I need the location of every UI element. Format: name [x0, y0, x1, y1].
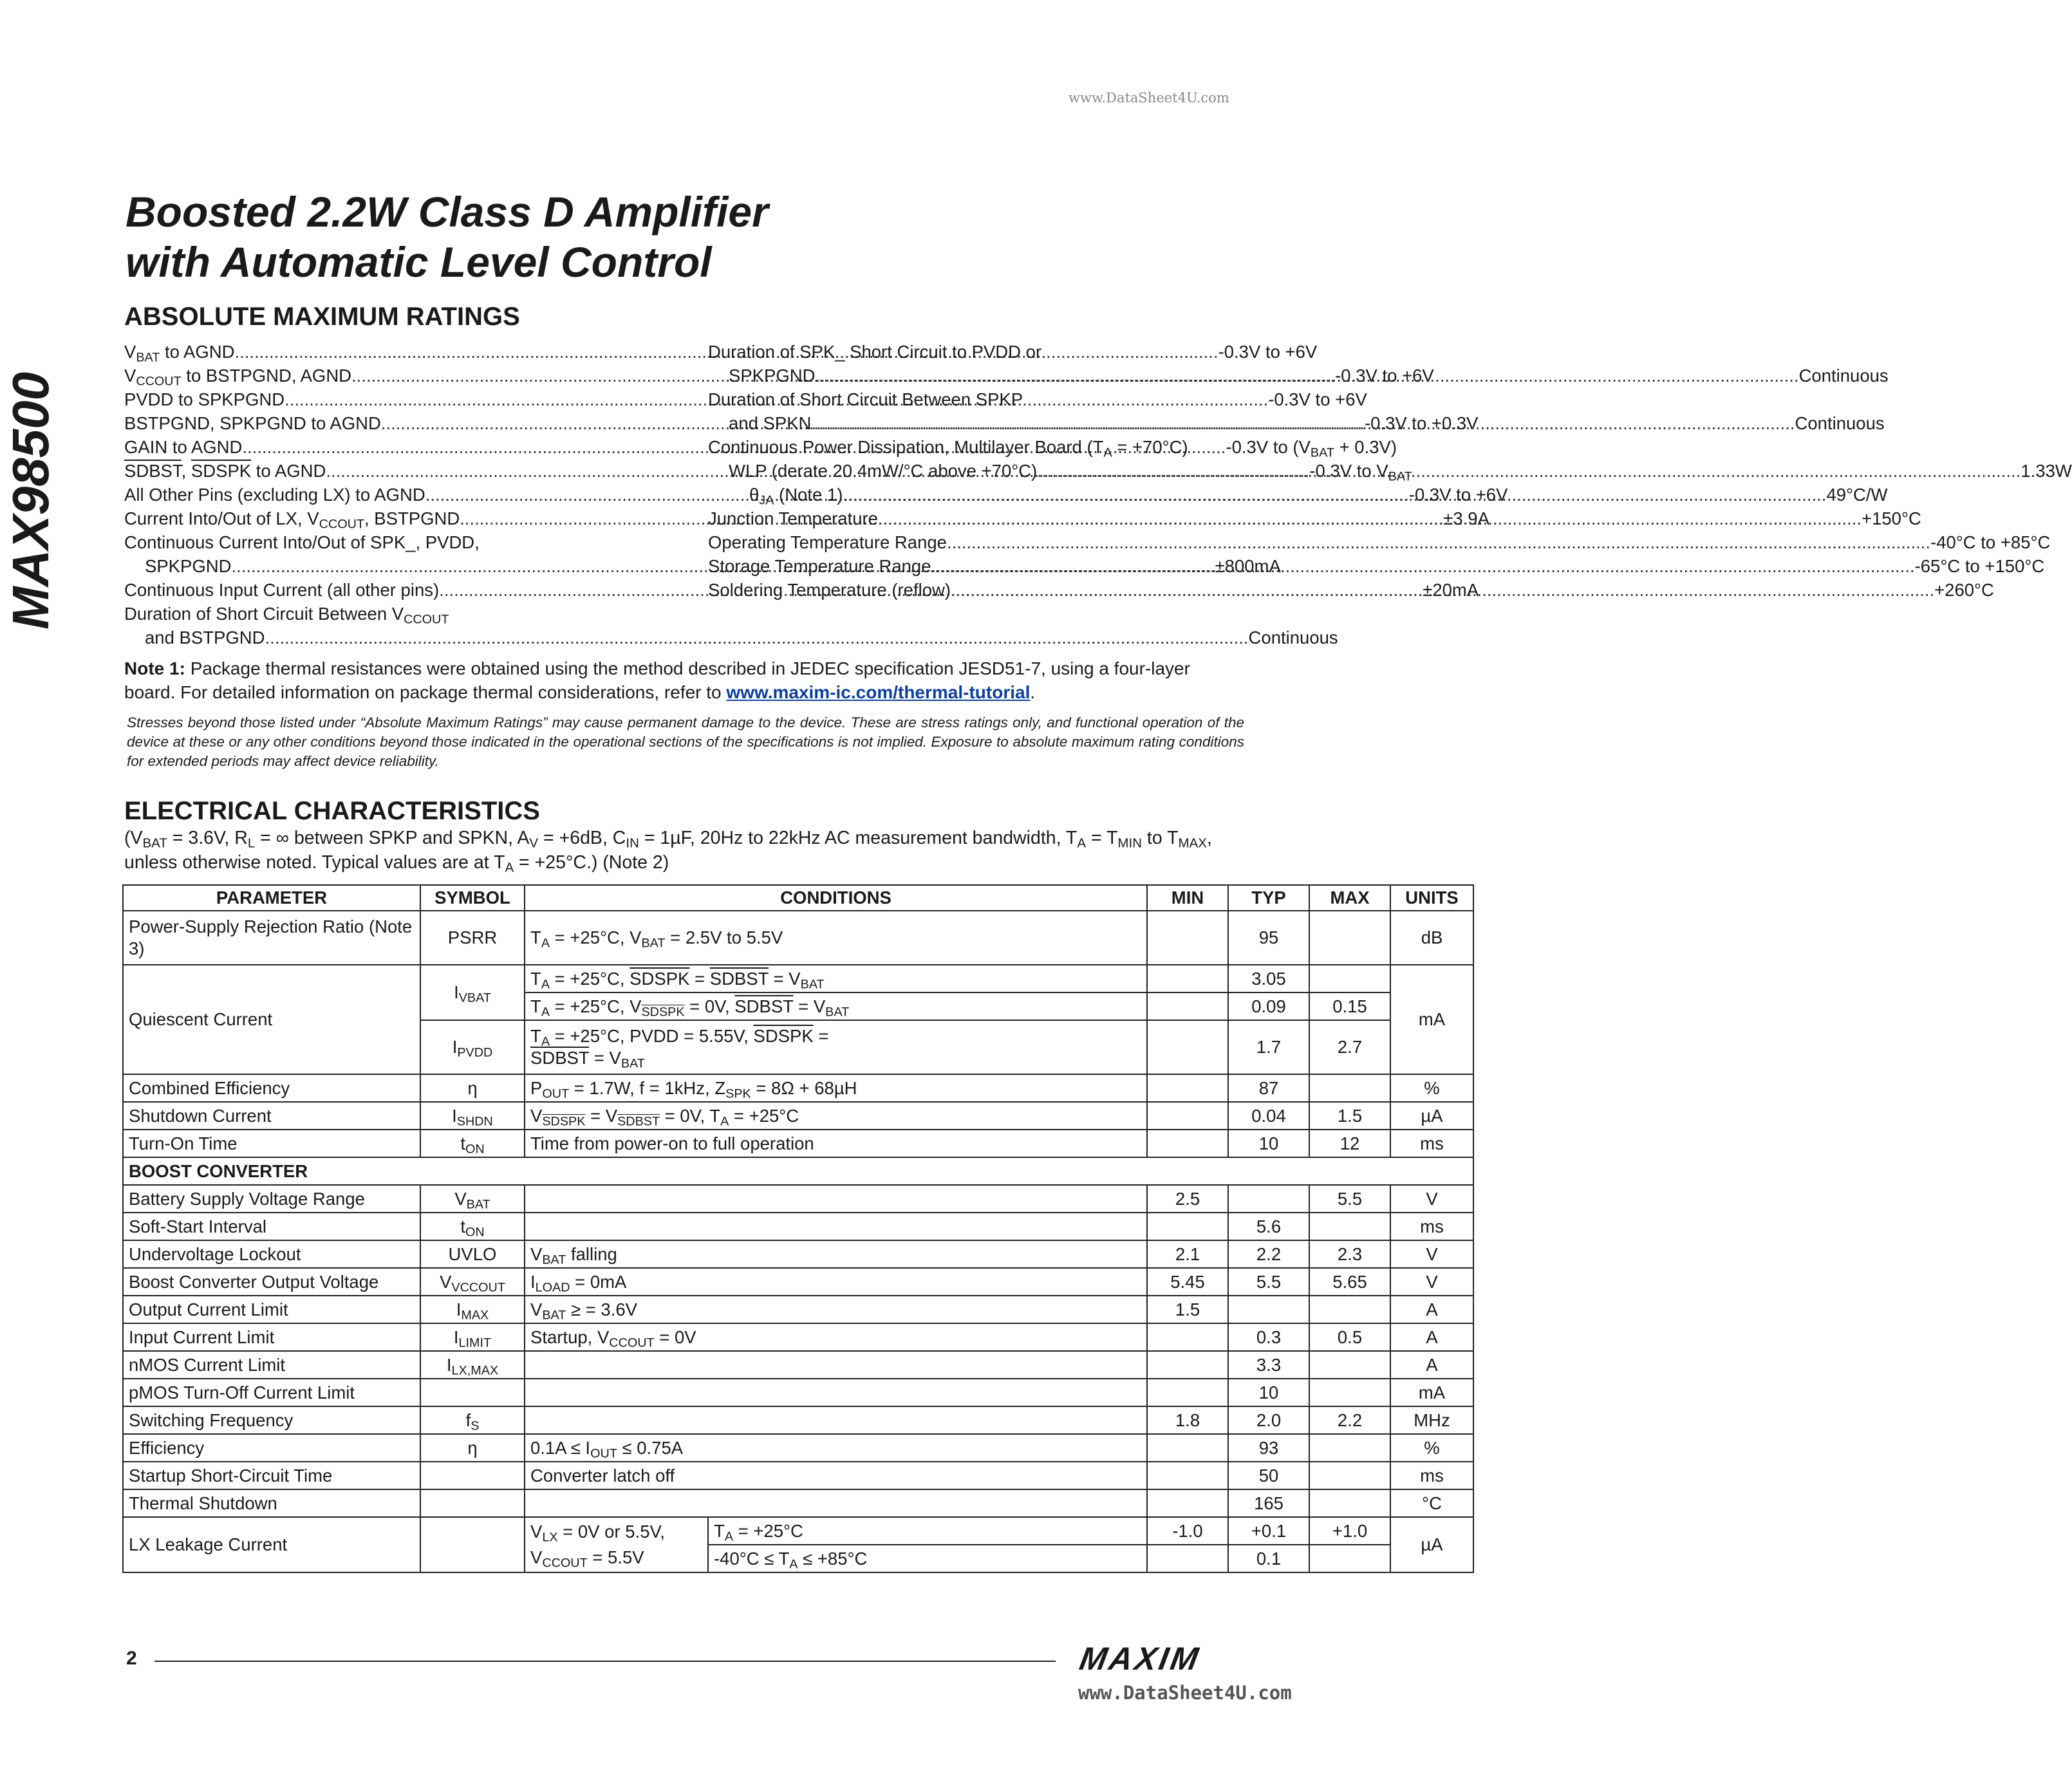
- cell-max: [1309, 1545, 1390, 1572]
- rating-storage: Storage Temperature Range ..... -65°C to +150°C: [708, 554, 1244, 578]
- cell-symbol: [420, 1462, 525, 1489]
- rating-spkp-short-label: Duration of Short Circuit Between SPKP: [708, 389, 1023, 409]
- cell-param: Output Current Limit: [123, 1296, 420, 1323]
- cell-units: mA: [1390, 1379, 1473, 1406]
- table-row: [123, 1406, 1473, 1434]
- cell-max: 2.2: [1309, 1406, 1390, 1434]
- cell-conditions: Startup, $V_{CCOUT} = 0V$: [525, 1323, 1147, 1351]
- cell-units: ms: [1390, 1213, 1473, 1240]
- cell-typ: 50: [1228, 1462, 1309, 1489]
- cell-units: V: [1390, 1185, 1473, 1213]
- cell-min: [1147, 911, 1228, 965]
- cell-max: 1.5: [1309, 1102, 1390, 1130]
- cell-max: [1309, 911, 1390, 965]
- ec-table: [122, 884, 1474, 1573]
- cell-min: [1147, 1074, 1228, 1102]
- rating-theta-ja: $\theta_{JA}$ (Note 1) ..... 49°C/W: [708, 483, 1244, 507]
- cell-param: LX Leakage Current: [123, 1517, 420, 1572]
- cell-conditions: $V_{BAT}$ falling: [525, 1240, 1147, 1268]
- cell-units: %: [1390, 1434, 1473, 1462]
- cell-max: [1309, 1379, 1390, 1406]
- cell-units: V: [1390, 1240, 1473, 1268]
- cell-min: 2.5: [1147, 1185, 1228, 1213]
- note-1-label: Note 1:: [124, 658, 185, 678]
- cell-symbol: η: [420, 1074, 525, 1102]
- cell-max: [1309, 1434, 1390, 1462]
- header-max: MAX: [1309, 885, 1390, 911]
- table-row: [123, 1379, 1473, 1406]
- cell-min: [1147, 965, 1228, 992]
- cell-param: Input Current Limit: [123, 1323, 420, 1351]
- cell-symbol: $V_{BAT}$: [420, 1185, 525, 1213]
- cell-min: [1147, 1213, 1228, 1240]
- cell-symbol: $I_{SHDN}$: [420, 1102, 525, 1130]
- cell-max: +1.0: [1309, 1517, 1390, 1545]
- rating-gain-agnd: GAIN to AGND ..... -0.3V to $(V_{BAT} + 0.3V)$: [124, 435, 662, 459]
- cell-symbol: [420, 1517, 525, 1572]
- cell-symbol: PSRR: [420, 911, 525, 965]
- cell-typ: 0.04: [1228, 1102, 1309, 1130]
- cell-min: 2.1: [1147, 1240, 1228, 1268]
- cell-param: Combined Efficiency: [123, 1074, 420, 1102]
- cell-typ: 0.09: [1228, 992, 1309, 1020]
- cell-param: Quiescent Current: [123, 965, 420, 1074]
- page-title: [126, 187, 769, 287]
- cell-min: 1.8: [1147, 1406, 1228, 1434]
- cell-min: [1147, 1545, 1228, 1572]
- page-number: 2: [126, 1648, 137, 1669]
- cell-max: 2.7: [1309, 1020, 1390, 1074]
- header-parameter: PARAMETER: [123, 885, 420, 911]
- cell-max: 5.5: [1309, 1185, 1390, 1213]
- cell-conditions: $V_{SDSPK} = V_{SDBST} = 0V$, $T_A = +25^\circ C$: [525, 1102, 1147, 1130]
- cell-max: [1309, 965, 1390, 992]
- cell-subcondition: $-40^\circ C \le T_A \le +85^\circ C$: [708, 1545, 1147, 1572]
- cell-typ: 0.1: [1228, 1545, 1309, 1572]
- rating-vccout-bstpgnd: $V_{CCOUT}$ to BSTPGND, AGND ..... -0.3V to +6V: [124, 364, 662, 387]
- cell-typ: 10: [1228, 1130, 1309, 1157]
- table-row: [123, 1462, 1473, 1489]
- cell-conditions: $T_A = +25^\circ C$, $V_{SDSPK} = 0V$, SDBST = $V_{BAT}$: [525, 992, 1147, 1020]
- cell-typ: 5.5: [1228, 1268, 1309, 1296]
- cell-conditions: $T_A = +25^\circ C$, $V_{BAT} = 2.5V$ to 5.5V: [525, 911, 1147, 965]
- table-row: [123, 1517, 1473, 1545]
- cell-param: Switching Frequency: [123, 1406, 420, 1434]
- table-row: [123, 1489, 1473, 1517]
- cell-typ: 10: [1228, 1379, 1309, 1406]
- cell-typ: 1.7: [1228, 1020, 1309, 1074]
- cell-min: [1147, 1130, 1228, 1157]
- amr-heading: ABSOLUTE MAXIMUM RATINGS: [124, 303, 520, 331]
- rating-solder: Soldering Temperature (reflow) ..... +260°C: [708, 578, 1244, 602]
- cell-param: Undervoltage Lockout: [123, 1240, 420, 1268]
- table-row: [123, 1296, 1473, 1323]
- cell-units: A: [1390, 1296, 1473, 1323]
- cell-param: pMOS Turn-Off Current Limit: [123, 1379, 420, 1406]
- cell-param: Startup Short-Circuit Time: [123, 1462, 420, 1489]
- cell-units: ms: [1390, 1130, 1473, 1157]
- rating-vbat-agnd: $V_{BAT}$ to AGND ..... -0.3V to +6V: [124, 340, 662, 364]
- cell-min: [1147, 992, 1228, 1020]
- cell-typ: 2.0: [1228, 1406, 1309, 1434]
- cell-conditions: $V_{LX} = 0V$ or 5.5V, $V_{CCOUT} = 5.5V$: [525, 1517, 708, 1572]
- table-row: [123, 1268, 1473, 1296]
- table-row: [123, 1323, 1473, 1351]
- cell-symbol: $t_{ON}$: [420, 1130, 525, 1157]
- table-row: [123, 1130, 1473, 1157]
- cell-typ: [1228, 1296, 1309, 1323]
- table-row: [123, 965, 1473, 992]
- cell-units: MHz: [1390, 1406, 1473, 1434]
- rating-junction: Junction Temperature ..... +150°C: [708, 507, 1244, 530]
- stress-disclaimer: Stresses beyond those listed under “Absolute Maximum Ratings” may cause permanent damage to the device. These are stress ratings only, and functional operation of the device at these or any other conditions beyond those indicated in the operational sections of the specifications is not implied. Exposure to absolute maximum rating conditions for extended periods may affect device reliability.: [127, 714, 1244, 769]
- cell-conditions: [525, 1213, 1147, 1240]
- title-line-1: Boosted 2.2W Class D Amplifier: [126, 188, 769, 236]
- rating-pvdd-spkpgnd: PVDD to SPKPGND ..... -0.3V to +6V: [124, 387, 662, 411]
- section-row: [123, 1157, 1473, 1185]
- rating-bstpgnd-agnd: BSTPGND, SPKPGND to AGND ..... -0.3V to +0.3V: [124, 411, 662, 435]
- cell-min: 1.5: [1147, 1296, 1228, 1323]
- rating-cont-spk: SPKPGND ..... ±800mA: [124, 554, 662, 578]
- rating-current-lx: Current Into/Out of LX, $V_{CCOUT}$, BSTPGND ..... ±3.9A: [124, 507, 662, 530]
- cell-min: 5.45: [1147, 1268, 1228, 1296]
- watermark-top: www.DataSheet4U.com: [1069, 90, 1229, 106]
- rating-wlp: WLP (derate 20.4mW/°C above +70°C) ..... 1.33W: [708, 459, 1244, 483]
- cell-conditions: $I_{LOAD} = 0mA$: [525, 1268, 1147, 1296]
- cell-typ: 165: [1228, 1489, 1309, 1517]
- rating-sdbst-agnd: SDBST, SDSPK to AGND ..... -0.3V to $V_{BAT}$: [124, 459, 662, 483]
- cell-symbol: $I_{PVDD}$: [420, 1020, 525, 1074]
- maxim-logo: MAXIM: [1077, 1641, 1204, 1677]
- cell-min: -1.0: [1147, 1517, 1228, 1545]
- cell-conditions: [525, 1406, 1147, 1434]
- cell-units: °C: [1390, 1489, 1473, 1517]
- cell-max: [1309, 1213, 1390, 1240]
- cell-min: [1147, 1462, 1228, 1489]
- footer-rule: [154, 1661, 1056, 1662]
- note-1: Note 1: Package thermal resistances were obtained using the method described in JEDEC specification JESD51-7, using a four-layer board. For detailed information on package thermal considerations, refer to www.maxim-ic.com/thermal-tutorial.: [124, 658, 1190, 702]
- header-conditions: CONDITIONS: [525, 885, 1147, 911]
- cell-conditions: $T_A = +25^\circ C$, SDSPK = SDBST = $V_{BAT}$: [525, 965, 1147, 992]
- cell-symbol: $I_{VBAT}$: [420, 965, 525, 1020]
- cell-typ: 0.3: [1228, 1323, 1309, 1351]
- cell-units: µA: [1390, 1517, 1473, 1572]
- cell-symbol: $f_S$: [420, 1406, 525, 1434]
- rating-cont-input: Continuous Input Current (all other pins) ..... ±20mA: [124, 578, 662, 602]
- rating-op-temp: Operating Temperature Range ..... -40°C to +85°C: [708, 530, 1244, 554]
- cell-conditions: [525, 1351, 1147, 1379]
- ec-conditions: ($V_{BAT} = 3.6V$, $R_L$ = ∞ between SPKP and SPKN, $A_V = +6dB$, $C_{IN} = 1\mu F$, 20Hz to 22kHz AC measurement bandwidth, $T_A = T_{MIN}$ to $T_{MAX}$, unless otherwise noted. Typical values are at $T_A = +25^\circ C$.) (Note 2): [124, 828, 1212, 875]
- rating-power-dissipation-label: Continuous Power Dissipation, Multilayer Board $(T_A = +70^\circ C)$: [708, 437, 1188, 460]
- cell-conditions: $V_{BAT}$ ≥ = 3.6V: [525, 1296, 1147, 1323]
- side-part-number: MAX98500: [2, 371, 59, 630]
- cell-max: [1309, 1296, 1390, 1323]
- cell-conditions: Time from power-on to full operation: [525, 1130, 1147, 1157]
- cell-typ: 2.2: [1228, 1240, 1309, 1268]
- cell-units: µA: [1390, 1102, 1473, 1130]
- table-header-row: [123, 885, 1473, 911]
- cell-symbol: $I_{LIMIT}$: [420, 1323, 525, 1351]
- table-row: [123, 1074, 1473, 1102]
- rating-spk-short-label: Duration of SPK_ Short Circuit to PVDD or: [708, 342, 1042, 362]
- cell-units: mA: [1390, 965, 1473, 1074]
- cell-symbol: $I_{MAX}$: [420, 1296, 525, 1323]
- cell-units: A: [1390, 1323, 1473, 1351]
- cell-units: V: [1390, 1268, 1473, 1296]
- cell-param: Turn-On Time: [123, 1130, 420, 1157]
- table-row: [123, 1213, 1473, 1240]
- cell-symbol: UVLO: [420, 1240, 525, 1268]
- cell-typ: [1228, 1185, 1309, 1213]
- cell-min: [1147, 1351, 1228, 1379]
- cell-conditions: $T_A = +25^\circ C$, PVDD = 5.55V, SDSPK = SDBST = $V_{BAT}$: [525, 1020, 1147, 1074]
- cell-param: Soft-Start Interval: [123, 1213, 420, 1240]
- cell-max: 5.65: [1309, 1268, 1390, 1296]
- ec-heading: ELECTRICAL CHARACTERISTICS: [124, 797, 540, 825]
- header-min: MIN: [1147, 885, 1228, 911]
- table-row: [123, 911, 1473, 965]
- rating-short-vcc-label: Duration of Short Circuit Between $V_{CCOUT}$: [124, 604, 449, 627]
- cell-typ: 93: [1228, 1434, 1309, 1462]
- rating-short-vcc: and BSTPGND ..... Continuous: [124, 626, 662, 649]
- cell-symbol: η: [420, 1434, 525, 1462]
- cell-max: 0.15: [1309, 992, 1390, 1020]
- cell-symbol: $V_{VCCOUT}$: [420, 1268, 525, 1296]
- cell-min: [1147, 1020, 1228, 1074]
- cell-units: A: [1390, 1351, 1473, 1379]
- cell-typ: 95: [1228, 911, 1309, 965]
- cell-subcondition: $T_A = +25^\circ C$: [708, 1517, 1147, 1545]
- cell-conditions: [525, 1379, 1147, 1406]
- cell-min: [1147, 1102, 1228, 1130]
- thermal-tutorial-link[interactable]: www.maxim-ic.com/thermal-tutorial: [726, 682, 1031, 702]
- table-row: [123, 1185, 1473, 1213]
- header-units: UNITS: [1390, 885, 1473, 911]
- cell-param: Battery Supply Voltage Range: [123, 1185, 420, 1213]
- cell-max: 12: [1309, 1130, 1390, 1157]
- cell-min: [1147, 1489, 1228, 1517]
- cell-conditions: $0.1A \le I_{OUT} \le 0.75A$: [525, 1434, 1147, 1462]
- cell-max: [1309, 1351, 1390, 1379]
- header-typ: TYP: [1228, 885, 1309, 911]
- rating-spk-short: SPKPGND ..... Continuous: [708, 364, 1244, 387]
- table-row: [123, 1240, 1473, 1268]
- cell-max: [1309, 1462, 1390, 1489]
- cell-typ: 5.6: [1228, 1213, 1309, 1240]
- section-boost-converter: BOOST CONVERTER: [123, 1157, 1473, 1185]
- cell-symbol: $I_{LX,MAX}$: [420, 1351, 525, 1379]
- cell-param: Efficiency: [123, 1434, 420, 1462]
- watermark-bottom: www.DataSheet4U.com: [1078, 1682, 1292, 1704]
- cell-param: Boost Converter Output Voltage: [123, 1268, 420, 1296]
- cell-units: dB: [1390, 911, 1473, 965]
- rating-other-pins: All Other Pins (excluding LX) to AGND ..... -0.3V to +6V: [124, 483, 662, 507]
- cell-max: 2.3: [1309, 1240, 1390, 1268]
- rating-cont-spk-label: Continuous Current Into/Out of SPK_, PVDD,: [124, 532, 480, 552]
- cell-symbol: [420, 1379, 525, 1406]
- cell-typ: +0.1: [1228, 1517, 1309, 1545]
- table-row: [123, 1351, 1473, 1379]
- note-1-text: Package thermal resistances were obtained using the method described in JEDEC specification JESD51-7, using a four-layer board. For detailed information on package thermal considerations, refer to: [124, 658, 1190, 702]
- cell-min: [1147, 1323, 1228, 1351]
- cell-conditions: [525, 1185, 1147, 1213]
- title-line-2: with Automatic Level Control: [126, 238, 712, 286]
- cell-min: [1147, 1434, 1228, 1462]
- cell-conditions: [525, 1489, 1147, 1517]
- cell-symbol: $t_{ON}$: [420, 1213, 525, 1240]
- cell-param: Shutdown Current: [123, 1102, 420, 1130]
- cell-units: %: [1390, 1074, 1473, 1102]
- rating-spkp-short: and SPKN ..... Continuous: [708, 411, 1244, 435]
- cell-param: nMOS Current Limit: [123, 1351, 420, 1379]
- cell-param: Thermal Shutdown: [123, 1489, 420, 1517]
- cell-typ: 87: [1228, 1074, 1309, 1102]
- cell-conditions: $P_{OUT} = 1.7W$, f = 1kHz, $Z_{SPK} = 8\Omega + 68\mu H$: [525, 1074, 1147, 1102]
- cell-conditions: Converter latch off: [525, 1462, 1147, 1489]
- cell-max: 0.5: [1309, 1323, 1390, 1351]
- table-row: [123, 1102, 1473, 1130]
- cell-units: ms: [1390, 1462, 1473, 1489]
- cell-symbol: [420, 1489, 525, 1517]
- cell-max: [1309, 1074, 1390, 1102]
- cell-max: [1309, 1489, 1390, 1517]
- cell-typ: 3.3: [1228, 1351, 1309, 1379]
- header-symbol: SYMBOL: [420, 885, 525, 911]
- cell-min: [1147, 1379, 1228, 1406]
- cell-typ: 3.05: [1228, 965, 1309, 992]
- table-row: [123, 1434, 1473, 1462]
- cell-param: Power-Supply Rejection Ratio (Note 3): [123, 911, 420, 965]
